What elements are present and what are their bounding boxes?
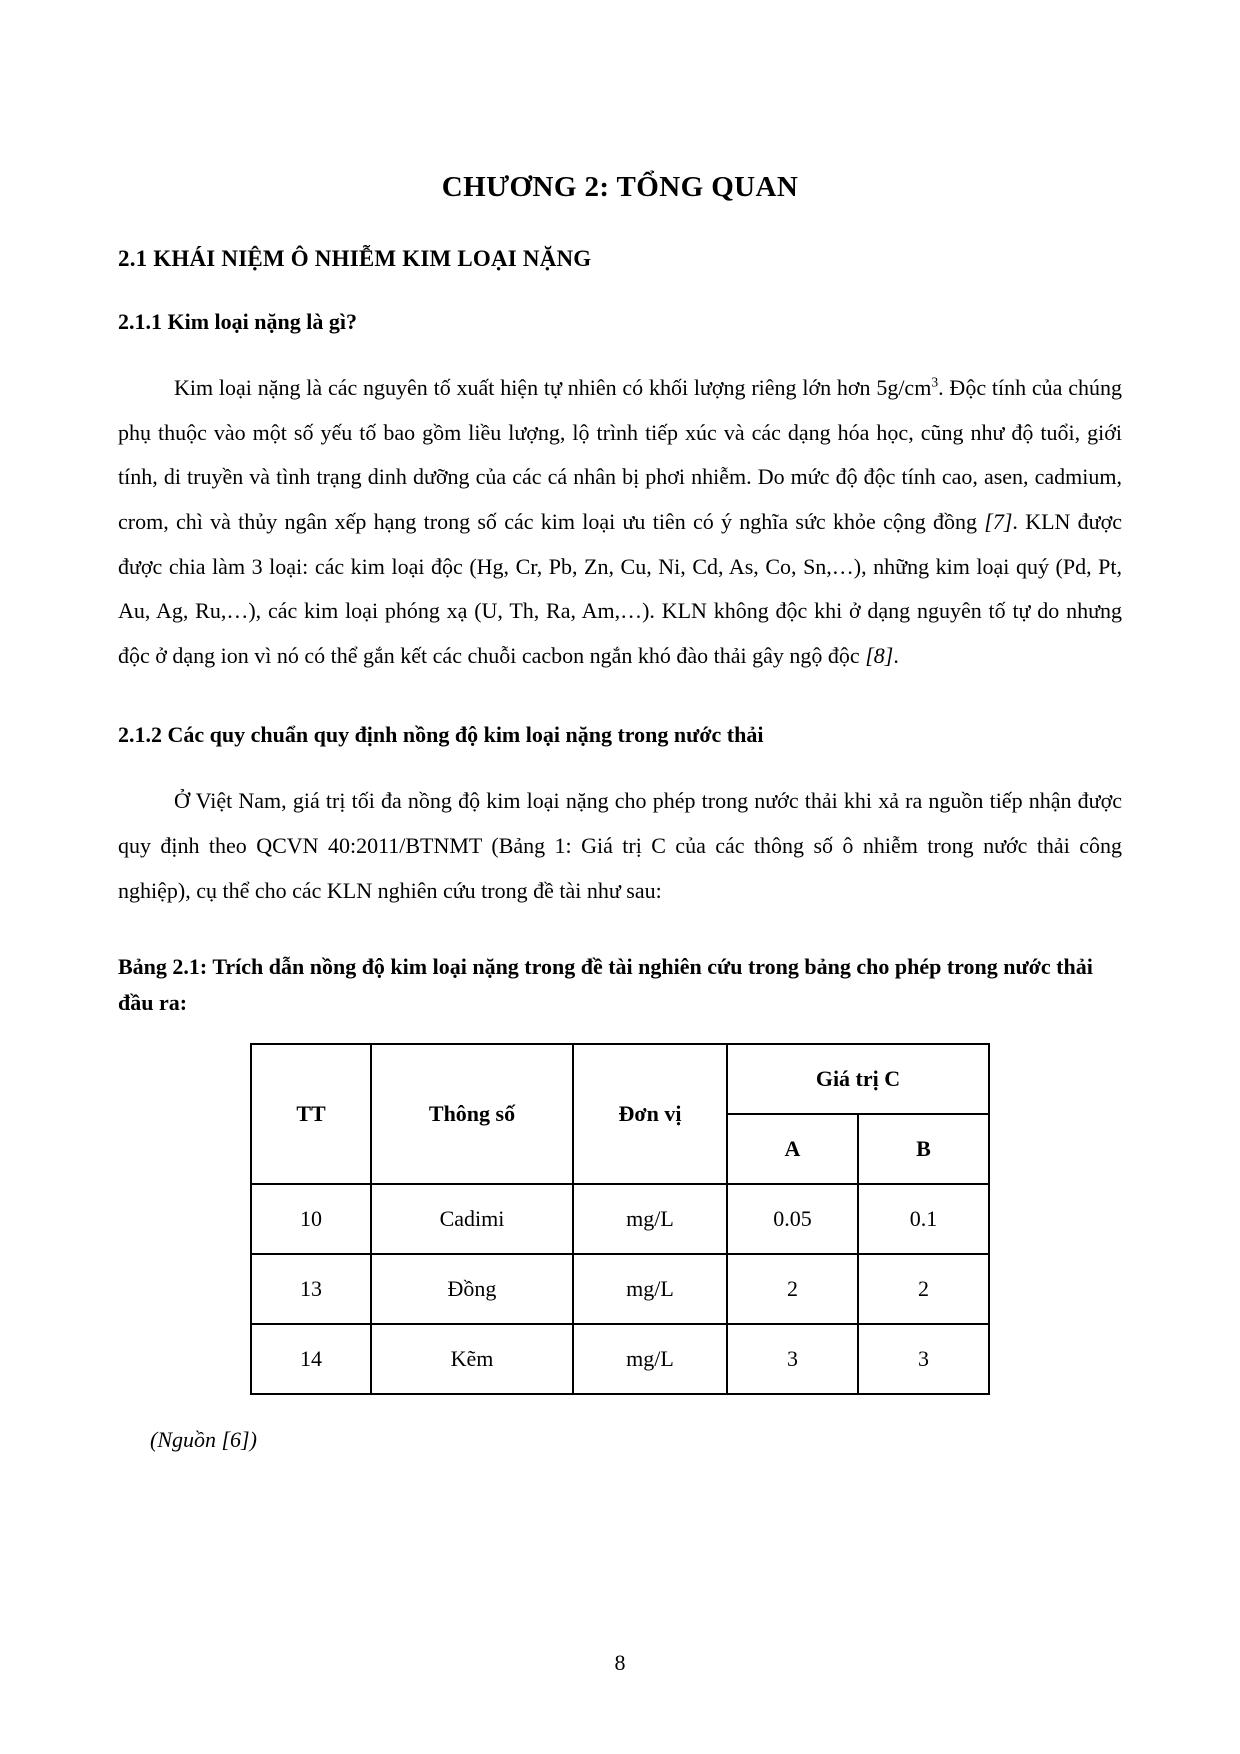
cell-tt: 14 — [251, 1324, 371, 1394]
cell-value-a: 3 — [727, 1324, 858, 1394]
superscript-cubic: 3 — [931, 374, 939, 390]
paragraph-1-text-part-1: Kim loại nặng là các nguyên tố xuất hiện tự nhiên có khối lượng riêng lớn hơn 5g/cm — [174, 375, 932, 401]
page-number: 8 — [614, 1650, 626, 1675]
qcvn-concentration-table — [250, 1043, 990, 1395]
column-header-unit: Đơn vị — [573, 1044, 727, 1184]
cell-parameter: Đồng — [371, 1254, 573, 1324]
table-row — [251, 1324, 989, 1394]
cell-parameter: Cadimi — [371, 1184, 573, 1254]
cell-unit: mg/L — [573, 1184, 727, 1254]
chapter-title: CHƯƠNG 2: TỔNG QUAN — [441, 171, 799, 203]
citation-ref-7: [7] — [984, 509, 1013, 535]
table-caption: Bảng 2.1: Trích dẫn nồng độ kim loại nặng trong đề tài nghiên cứu trong bảng cho phép trong nước thải đầu ra: — [118, 954, 1093, 1015]
cell-value-b: 2 — [858, 1254, 989, 1324]
column-header-b: B — [858, 1114, 989, 1184]
cell-parameter: Kẽm — [371, 1324, 573, 1394]
column-header-a: A — [727, 1114, 858, 1184]
table-row — [251, 1184, 989, 1254]
cell-value-a: 0.05 — [727, 1184, 858, 1254]
paragraph-1-text-part-4: . — [893, 643, 899, 669]
column-header-tt: TT — [251, 1044, 371, 1184]
table-header-row-1 — [251, 1044, 989, 1114]
section-heading-2-1: 2.1 KHÁI NIỆM Ô NHIỄM KIM LOẠI NẶNG — [118, 245, 592, 271]
cell-value-b: 3 — [858, 1324, 989, 1394]
cell-unit: mg/L — [573, 1254, 727, 1324]
paragraph-1-text-part-2: . Độc tính của chúng phụ thuộc vào một số yếu tố bao gồm liều lượng, lộ trình tiếp xúc và các dạng hóa học, cũng như độ tuổi, giới tính, di truyền và tình trạng dinh dưỡng của các cá nhân bị phơi nhiễm. Do mức độ độc tính cao, asen, cadmium, crom, chì và thủy ngân xếp hạng trong số các kim loại ưu tiên có ý nghĩa sức khỏe cộng đồng — [118, 375, 1122, 535]
cell-value-b: 0.1 — [858, 1184, 989, 1254]
section-heading-2-1-2: 2.1.2 Các quy chuẩn quy định nồng độ kim loại nặng trong nước thải — [118, 721, 764, 747]
paragraph-heavy-metal-definition — [118, 366, 1122, 679]
section-heading-2-1-1: 2.1.1 Kim loại nặng là gì? — [118, 308, 357, 334]
cell-tt: 13 — [251, 1254, 371, 1324]
paragraph-1-text-part-3: . KLN được được chia làm 3 loại: các kim loại độc (Hg, Cr, Pb, Zn, Cu, Ni, Cd, As, Co, Sn,…), những kim loại quý (Pd, Pt, Au, Ag, Ru,…), các kim loại phóng xạ (U, Th, Ra, Am,…). KLN không độc khi ở dạng nguyên tố tự do nhưng độc ở dạng ion vì nó có thể gắn kết các chuỗi cacbon ngắn khó đào thải gây ngộ độc — [118, 509, 1123, 669]
cell-tt: 10 — [251, 1184, 371, 1254]
paragraph-regulation-vietnam: Ở Việt Nam, giá trị tối đa nồng độ kim loại nặng cho phép trong nước thải khi xả ra nguồn tiếp nhận được quy định theo QCVN 40:2011/BTNMT (Bảng 1: Giá trị C của các thông số ô nhiễm trong nước thải công nghiệp), cụ thể cho các KLN nghiên cứu trong đề tài như sau: — [118, 788, 1122, 903]
column-header-parameter: Thông số — [371, 1044, 573, 1184]
citation-ref-8: [8] — [865, 643, 894, 669]
table-row — [251, 1254, 989, 1324]
column-header-value-c: Giá trị C — [727, 1044, 989, 1114]
cell-value-a: 2 — [727, 1254, 858, 1324]
cell-unit: mg/L — [573, 1324, 727, 1394]
table-source-note: (Nguồn [6]) — [150, 1426, 257, 1452]
